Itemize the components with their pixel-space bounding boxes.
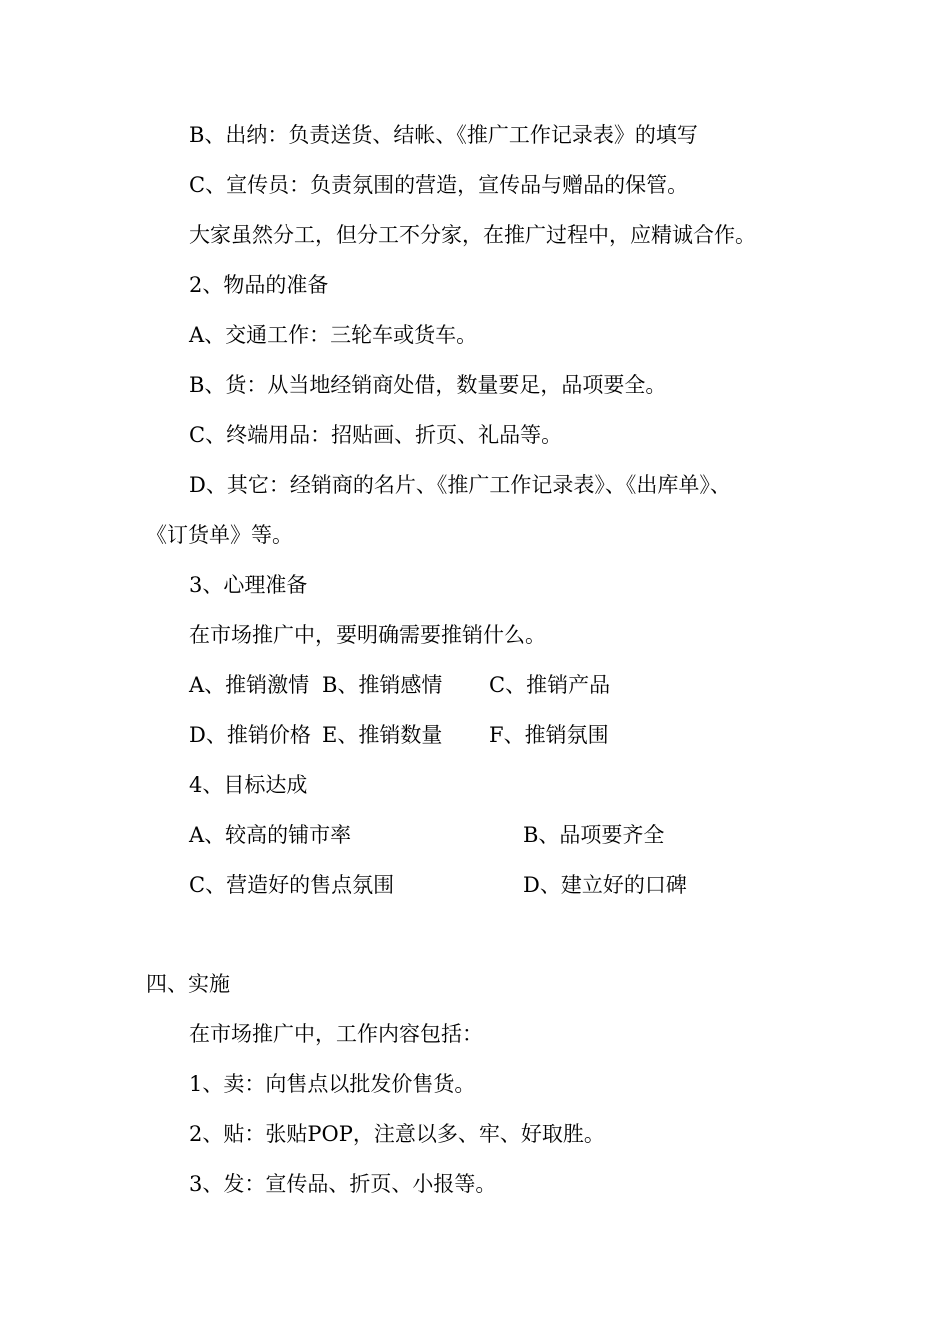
option-a: A、推销激情	[189, 673, 310, 697]
goal-d: D、建立好的口碑	[523, 873, 687, 897]
heading-mental-preparation: 3、心理准备	[189, 573, 308, 597]
paragraph-post: 2、贴：张贴POP，注意以多、牢、好取胜。	[189, 1122, 605, 1146]
paragraph-terminal-supplies: C、终端用品：招贴画、折页、礼品等。	[189, 423, 563, 447]
goal-a: A、较高的铺市率	[189, 823, 352, 847]
heading-goal: 4、目标达成	[189, 773, 308, 797]
paragraph-others-continued: 《订货单》等。	[146, 523, 293, 547]
paragraph-others: D、其它：经销商的名片、《推广工作记录表》、《出库单》、	[189, 473, 731, 497]
paragraph-sell: 1、卖：向售点以批发价售货。	[189, 1072, 476, 1096]
paragraph-work-content: 在市场推广中，工作内容包括：	[189, 1022, 483, 1046]
option-d: D、推销价格	[189, 723, 311, 747]
goal-c: C、营造好的售点氛围	[189, 873, 395, 897]
paragraph-publicist: C、宣传员：负责氛围的营造，宣传品与赠品的保管。	[189, 173, 689, 197]
option-f: F、推销氛围	[489, 723, 609, 747]
option-c: C、推销产品	[489, 673, 611, 697]
section-heading-implementation: 四、实施	[146, 972, 230, 996]
paragraph-transport: A、交通工作：三轮车或货车。	[189, 323, 478, 347]
paragraph-distribute: 3、发：宣传品、折页、小报等。	[189, 1172, 497, 1196]
option-b: B、推销感情	[322, 673, 443, 697]
paragraph-cooperation: 大家虽然分工，但分工不分家，在推广过程中，应精诚合作。	[189, 223, 756, 247]
option-e: E、推销数量	[322, 723, 443, 747]
paragraph-cashier: B、出纳：负责送货、结帐、《推广工作记录表》的填写	[189, 123, 698, 147]
heading-item-preparation: 2、物品的准备	[189, 273, 329, 297]
paragraph-goods: B、货：从当地经销商处借，数量要足，品项要全。	[189, 373, 667, 397]
paragraph-what-to-sell: 在市场推广中，要明确需要推销什么。	[189, 623, 546, 647]
goal-b: B、品项要齐全	[523, 823, 665, 847]
